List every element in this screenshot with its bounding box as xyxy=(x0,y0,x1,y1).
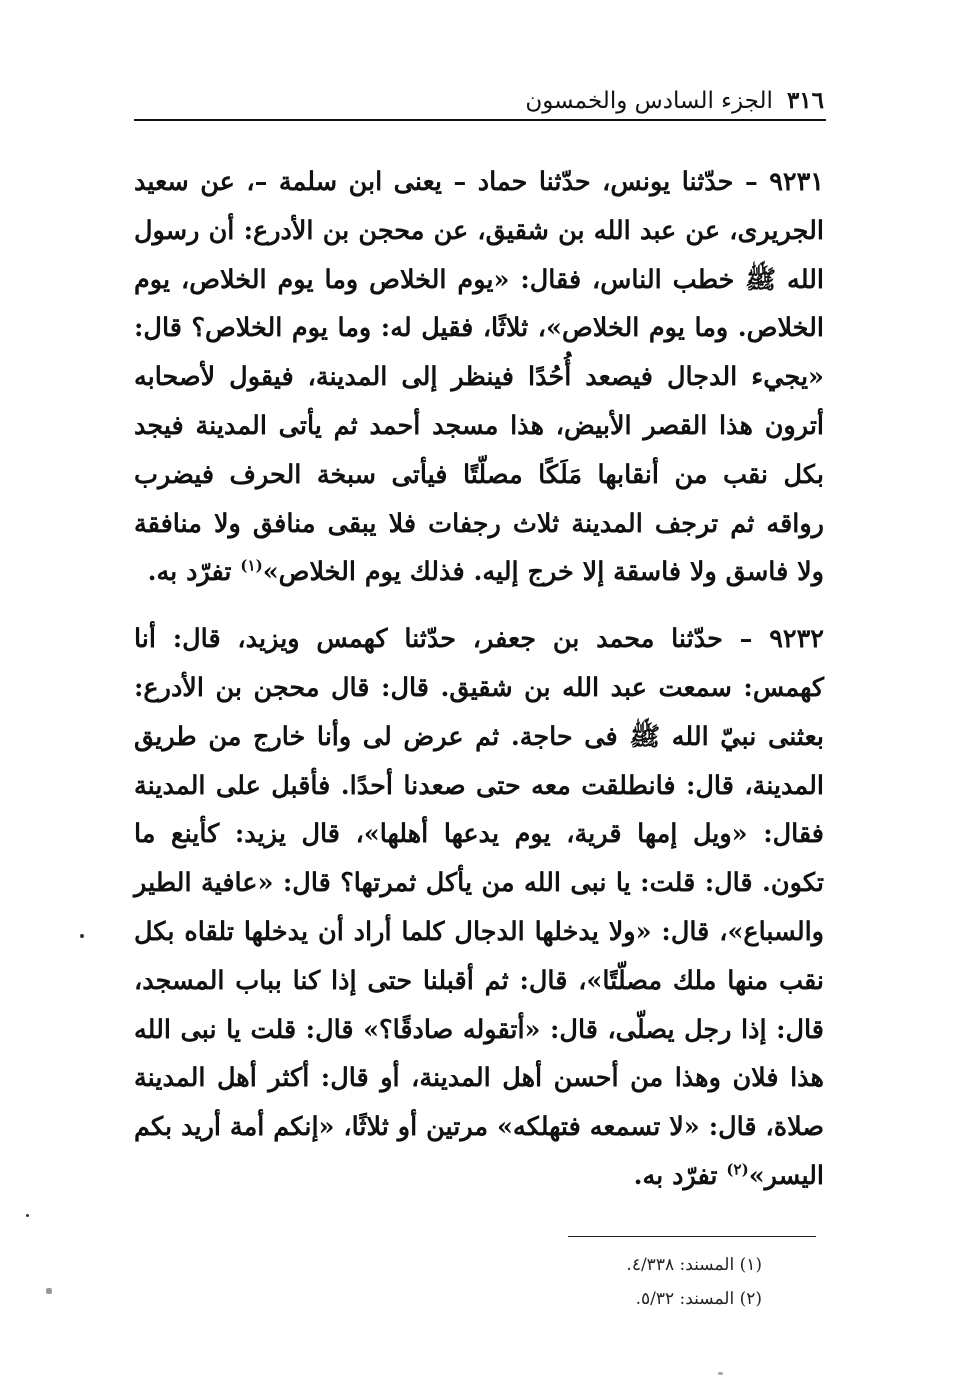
main-text xyxy=(134,158,824,1201)
hadith-text: – حدّثنا محمد بن جعفر، حدّثنا كهمس ويزيد، قال: أنا كهمس: سمعت عبد الله بن شقيق. قال: قال محجن بن الأدرع: بعثنى نبيّ الله ﷺ فى حاجة. ثم عرض لى وأنا خارج من طريق المدينة، قال: فانطلقت معه حتى صعدنا أحدًا. فأقبل على المدينة فقال: «ويل إمها قرية، يوم يدعها أهلها»، قال يزيد: كأينع ما تكون. قال: قلت: يا نبى الله من يأكل ثمرتها؟ قال: «عافية الطير والسباع»، قال: «ولا يدخلها الدجال كلما أراد أن يدخلها تلقاه بكل نقب منها ملك مصلّتًا»، قال: ثم أقبلنا حتى إذا كنا بباب المسجد، قال: إذا رجل يصلّى، قال: «أتقوله صادقًا؟» قال: قلت يا نبى الله هذا فلان وهذا من أحسن أهل المدينة، أو قال: أكثر أهل المدينة صلاة، قال: «لا تسمعه فتهلكه» مرتين أو ثلاثًا، «إنكم أمة أريد بكم اليسر» xyxy=(134,624,824,1191)
hadith-text: – حدّثنا يونس، حدّثنا حماد – يعنى ابن سلمة –، عن سعيد الجريرى، عن عبد الله بن شقيق، عن محجن بن الأدرع: أن رسول الله ﷺ خطب الناس، فقال: «يوم الخلاص وما يوم الخلاص، يوم الخلاص. وما يوم الخلاص»، ثلاثًا، فقيل له: وما يوم الخلاص؟ قال: «يجيء الدجال فيصعد أُحُدًا فينظر إلى المدينة، فيقول لأصحابه أترون هذا القصر الأبيض، هذا مسجد أحمد ثم يأتى المدينة فيجد بكل نقب من أنقابها مَلَكًا مصلّتًا فيأتى سبخة الحرف فيضرب رواقه ثم ترجف المدينة ثلاث رجفات فلا يبقى منافق ولا منافقة ولا فاسق ولا فاسقة إلا خرج إليه. فذلك يوم الخلاص» xyxy=(134,167,824,588)
hadith-paragraph xyxy=(134,158,824,597)
running-header xyxy=(134,74,824,114)
header-rule xyxy=(134,119,826,121)
hadith-closing: تفرّد به. xyxy=(147,557,241,588)
scan-speck xyxy=(718,1372,723,1375)
footnote-marker: (٢) xyxy=(726,1160,749,1179)
scan-speck xyxy=(80,934,84,938)
hadith-number: ٩٢٣٢ xyxy=(769,624,824,655)
footnote: (٢) المسند: ٥/٣٢. xyxy=(635,1289,762,1309)
footnotes xyxy=(500,1248,762,1316)
part-title: الجزء السادس والخمسون xyxy=(525,88,773,114)
footnote-rule xyxy=(568,1236,816,1237)
hadith-closing: تفرّد به. xyxy=(633,1160,727,1191)
footnote: (١) المسند: ٤/٣٣٨. xyxy=(626,1255,762,1275)
scan-speck xyxy=(46,1288,52,1294)
footnote-marker: (١) xyxy=(240,556,263,575)
hadith-paragraph xyxy=(134,615,824,1201)
page-number: ٣١٦ xyxy=(786,87,824,114)
scan-speck xyxy=(26,1214,29,1217)
hadith-number: ٩٢٣١ xyxy=(769,167,824,197)
